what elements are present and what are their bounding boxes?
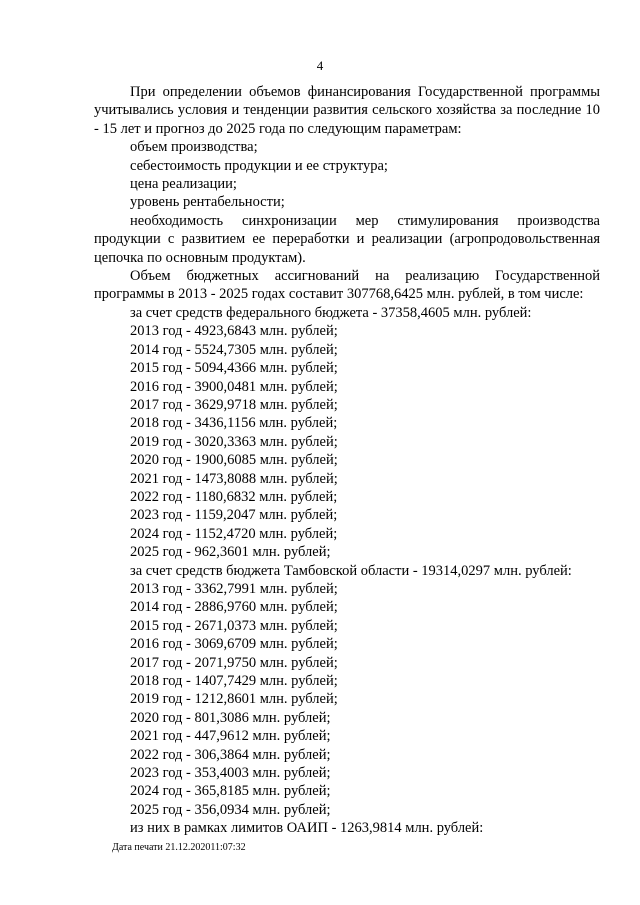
print-date-footer: Дата печати 21.12.202011:07:32 [112, 842, 246, 853]
federal-year-item: 2015 год - 5094,4366 млн. рублей; [130, 360, 338, 377]
federal-year-item: 2025 год - 962,3601 млн. рублей; [130, 544, 331, 561]
regional-year-item: 2025 год - 356,0934 млн. рублей; [130, 801, 331, 818]
federal-year-item: 2019 год - 3020,3363 млн. рублей; [130, 433, 338, 450]
parameter-item: цена реализации; [130, 176, 237, 193]
page-number: 4 [316, 58, 324, 73]
regional-year-item: 2018 год - 1407,7429 млн. рублей; [130, 673, 338, 689]
parameter-item: уровень рентабельности; [130, 194, 285, 211]
regional-year-item: 2022 год - 306,3864 млн. рублей; [130, 746, 331, 763]
federal-years-list [94, 322, 600, 561]
federal-year-item: 2022 год - 1180,6832 млн. рублей; [130, 488, 338, 505]
regional-budget-header: за счет средств бюджета Тамбовской области - 19314,0297 млн. рублей: [130, 562, 572, 579]
federal-year-item: 2021 год - 1473,8088 млн. рублей; [130, 470, 338, 487]
regional-year-item: 2015 год - 2671,0373 млн. рублей; [130, 617, 338, 634]
parameters-list [94, 138, 600, 212]
sync-paragraph: необходимость синхронизации мер стимулирования производства продукции с развитием ее переработки и реализации (агропродовольственная цепочка по основным продуктам). [94, 212, 600, 266]
budget-paragraph: Объем бюджетных ассигнований на реализацию Государственной программы в 2013 - 2025 годах составит 307768,6425 млн. рублей, в том числе: [94, 268, 600, 303]
federal-year-item: 2014 год - 5524,7305 млн. рублей; [130, 341, 338, 358]
federal-year-item: 2020 год - 1900,6085 млн. рублей; [130, 452, 338, 469]
regional-year-item: 2024 год - 365,8185 млн. рублей; [130, 783, 331, 800]
federal-year-item: 2018 год - 3436,1156 млн. рублей; [130, 415, 338, 432]
regional-year-item: 2021 год - 447,9612 млн. рублей; [130, 728, 331, 745]
federal-year-item: 2013 год - 4923,6843 млн. рублей; [130, 323, 338, 340]
regional-year-item: 2020 год - 801,3086 млн. рублей; [130, 709, 331, 726]
federal-year-item: 2024 год - 1152,4720 млн. рублей; [130, 525, 338, 542]
parameter-item: объем производства; [130, 139, 258, 156]
federal-year-item: 2023 год - 1159,2047 млн. рублей; [130, 507, 338, 524]
intro-paragraph: При определении объемов финансирования Государственной программы учитывались условия и тенденции развития сельского хозяйства за последние 10 - 15 лет и прогноз до 2025 года по следующим параметрам: [94, 84, 600, 137]
regional-year-item: 2014 год - 2886,9760 млн. рублей; [130, 599, 338, 616]
federal-budget-header: за счет средств федерального бюджета - 37358,4605 млн. рублей: [130, 304, 532, 321]
parameter-item: себестоимость продукции и ее структура; [130, 157, 388, 174]
regional-year-item: 2019 год - 1212,8601 млн. рублей; [130, 691, 338, 708]
regional-year-item: 2016 год - 3069,6709 млн. рублей; [130, 636, 338, 653]
federal-year-item: 2016 год - 3900,0481 млн. рублей; [130, 378, 338, 395]
oaip-limits-line: из них в рамках лимитов ОАИП - 1263,9814 млн. рублей: [130, 820, 484, 837]
regional-year-item: 2023 год - 353,4003 млн. рублей; [130, 765, 331, 782]
regional-years-list [94, 580, 600, 819]
regional-year-item: 2017 год - 2071,9750 млн. рублей; [130, 654, 338, 671]
document-body [94, 83, 600, 838]
regional-year-item: 2013 год - 3362,7991 млн. рублей; [130, 580, 338, 597]
federal-year-item: 2017 год - 3629,9718 млн. рублей; [130, 396, 338, 413]
